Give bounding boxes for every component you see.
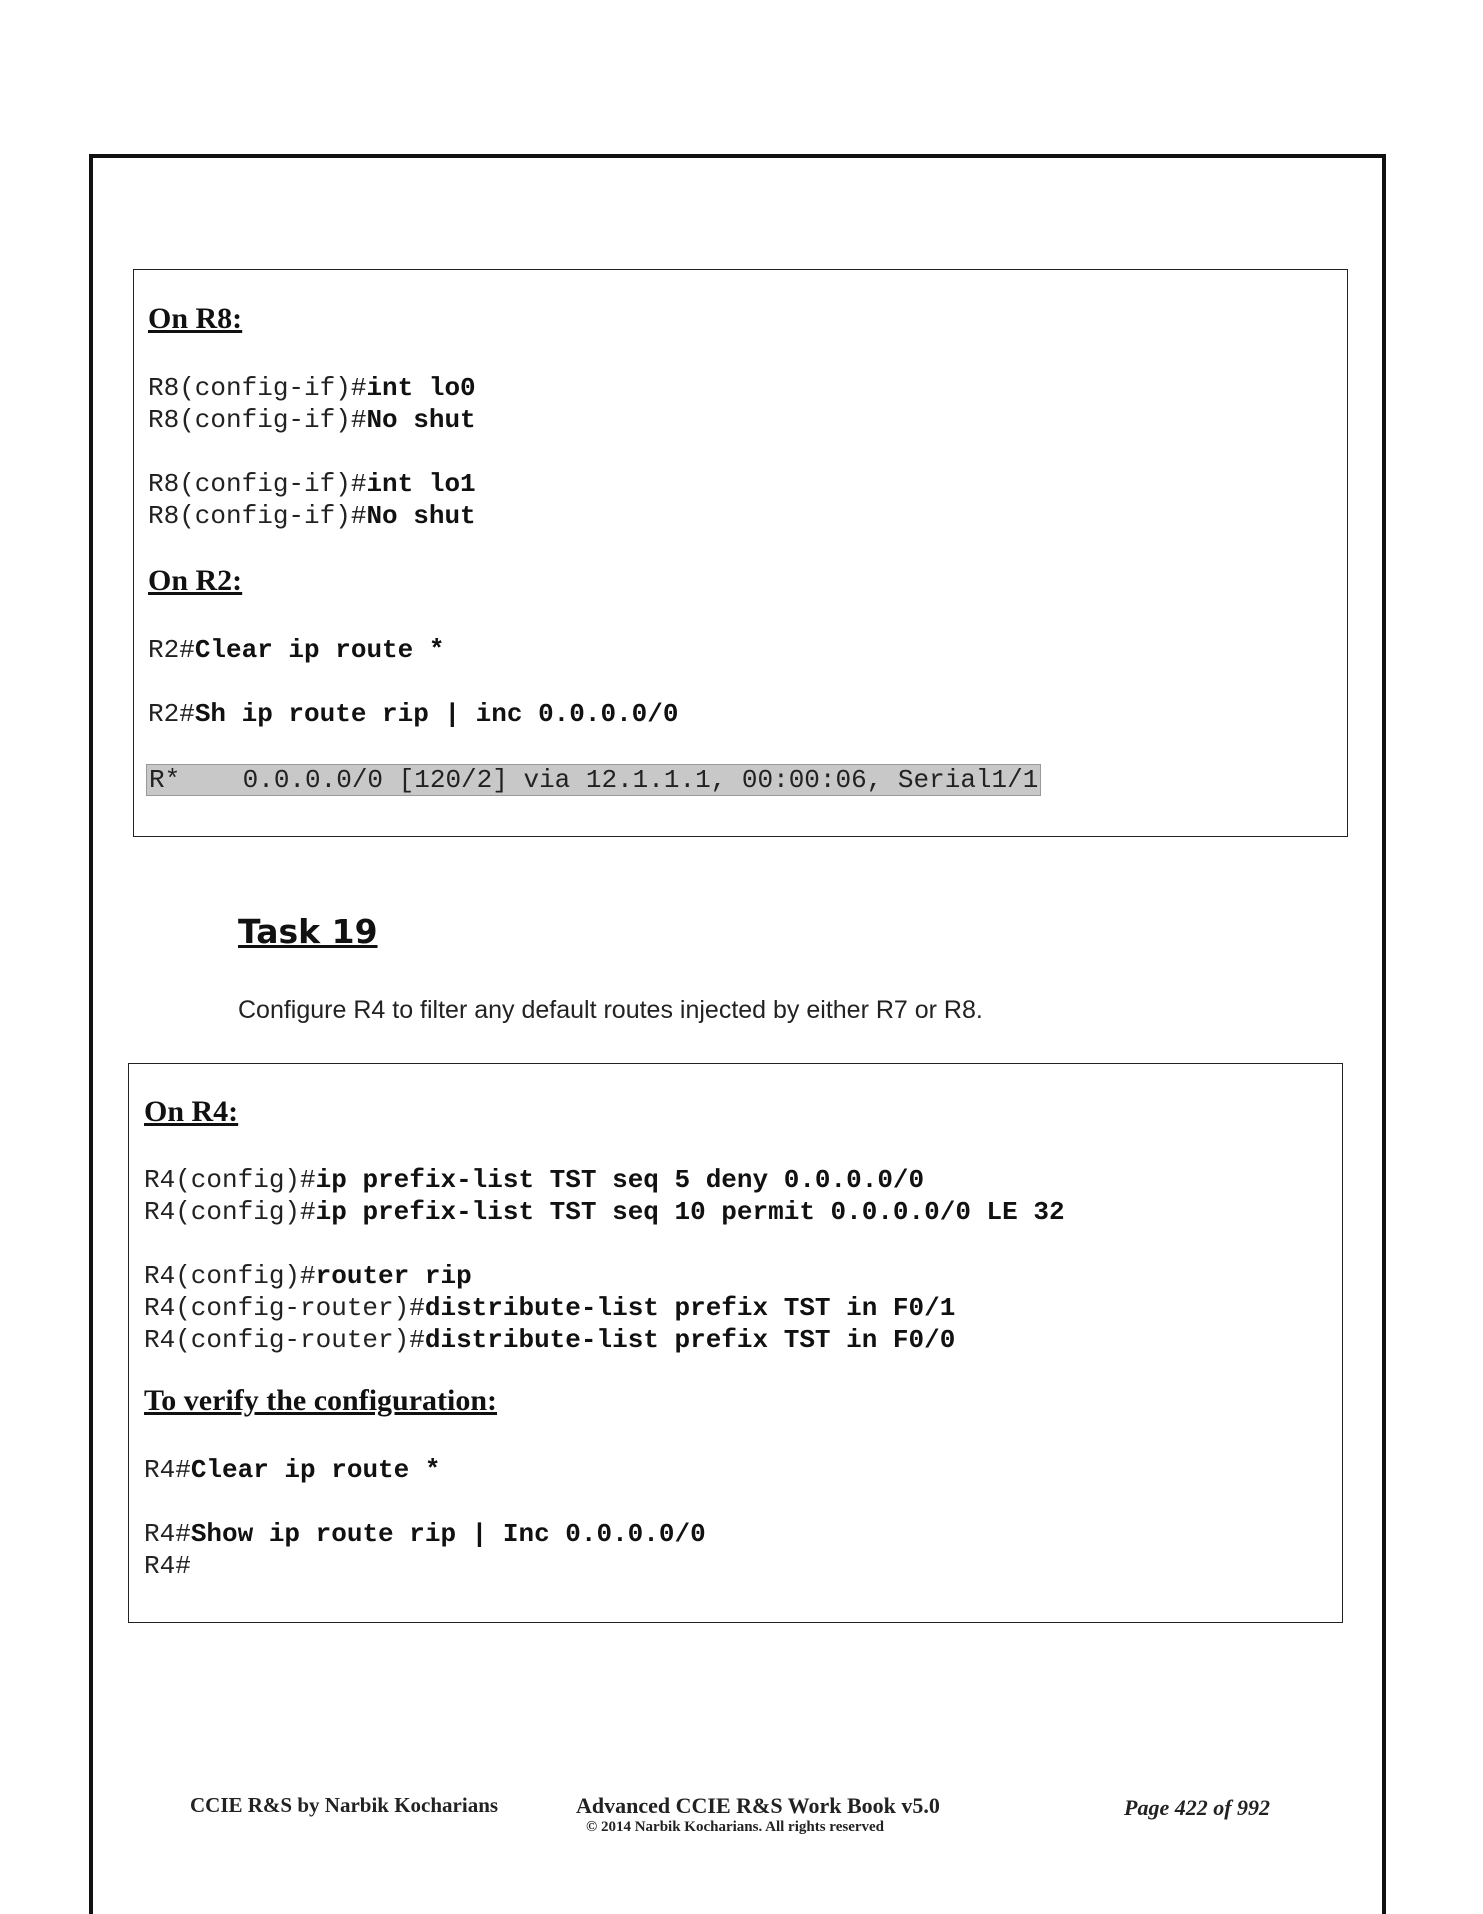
code-line: R8(config-if)#No shut bbox=[148, 501, 476, 531]
footer-page-number: Page 422 of 992 bbox=[1124, 1795, 1271, 1820]
route-output-line: R* 0.0.0.0/0 [120/2] via 12.1.1.1, 00:00:06, Serial1/1 bbox=[146, 764, 1041, 796]
footer-book-title bbox=[576, 1793, 996, 1836]
code-line: R8(config-if)#int lo0 bbox=[148, 373, 476, 403]
solution-box-r8-r2 bbox=[133, 269, 1348, 837]
code-line: R2#Sh ip route rip | inc 0.0.0.0/0 bbox=[148, 699, 679, 729]
code-line: R8(config-if)#int lo1 bbox=[148, 469, 476, 499]
heading-on-r2: On R2: bbox=[148, 564, 243, 597]
code-line: R4#Show ip route rip | Inc 0.0.0.0/0 bbox=[144, 1519, 706, 1549]
footer-copyright: © 2014 Narbik Kocharians. All rights reserved bbox=[586, 1819, 885, 1835]
code-line: R2#Clear ip route * bbox=[148, 635, 445, 665]
heading-on-r4: On R4: bbox=[144, 1095, 239, 1128]
footer-author: CCIE R&S by Narbik Kocharians bbox=[190, 1793, 499, 1817]
heading-verify: To verify the configuration: bbox=[144, 1384, 498, 1417]
task-title: Task 19 bbox=[238, 912, 378, 951]
code-line: R4(config)#router rip bbox=[144, 1261, 472, 1291]
code-line: R8(config-if)#No shut bbox=[148, 405, 476, 435]
footer-title: Advanced CCIE R&S Work Book v5.0 bbox=[576, 1793, 940, 1818]
code-line: R4(config)#ip prefix-list TST seq 10 permit 0.0.0.0/0 LE 32 bbox=[144, 1197, 1065, 1227]
code-line: R4(config-router)#distribute-list prefix TST in F0/1 bbox=[144, 1293, 956, 1323]
heading-on-r8: On R8: bbox=[148, 302, 243, 335]
code-line: R4#Clear ip route * bbox=[144, 1455, 441, 1485]
code-line: R4# bbox=[144, 1551, 191, 1581]
code-line: R4(config-router)#distribute-list prefix TST in F0/0 bbox=[144, 1325, 956, 1355]
task-description: Configure R4 to filter any default routes injected by either R7 or R8. bbox=[238, 996, 983, 1024]
code-line: R4(config)#ip prefix-list TST seq 5 deny 0.0.0.0/0 bbox=[144, 1165, 925, 1195]
